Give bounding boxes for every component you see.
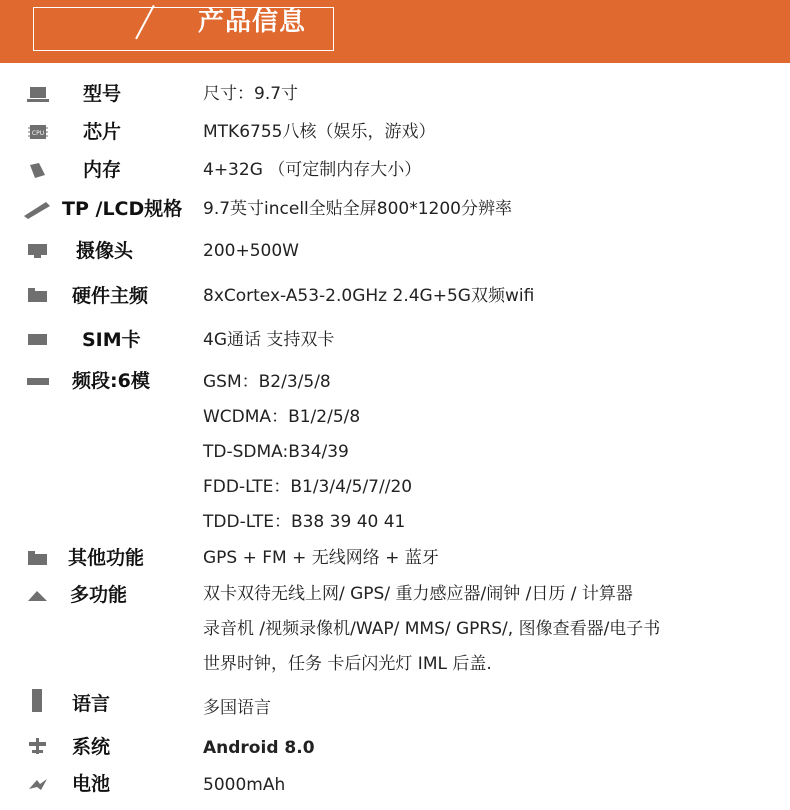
spec-label-memory: 内存 — [83, 159, 122, 181]
spec-value-multifunction-1: 双卡双待无线上网/ GPS/ 重力感应器/闹钟 /日历 / 计算器 — [203, 584, 633, 604]
spec-label-language: 语言 — [72, 693, 111, 715]
camera-icon — [27, 243, 49, 259]
spec-value-language: 多国语言 — [203, 698, 271, 718]
folder-icon — [27, 287, 49, 303]
spec-value-camera: 200+500W — [203, 241, 299, 261]
network-icon — [27, 737, 49, 755]
spec-label-frequency: 硬件主频 — [72, 285, 149, 307]
spec-value-battery: 5000mAh — [203, 775, 286, 795]
spec-value-other: GPS + FM + 无线网络 + 蓝牙 — [203, 548, 439, 568]
spec-value-bands-gsm: GSM：B2/3/5/8 — [203, 372, 331, 392]
spec-value-bands-wcdma: WCDMA：B1/2/5/8 — [203, 407, 361, 427]
spec-value-memory: 4+32G （可定制内存大小） — [203, 160, 422, 180]
spec-value-multifunction-2: 录音机 /视频录像机/WAP/ MMS/ GPRS/, 图像查看器/电子书 — [203, 619, 661, 639]
eject-icon — [27, 588, 49, 604]
page-title: 产品信息 — [198, 7, 307, 37]
phone-icon — [31, 688, 45, 714]
spec-value-multifunction-3: 世界时钟，任务 卡后闪光灯 IML 后盖. — [203, 654, 492, 674]
signal-bar-icon — [26, 377, 50, 387]
spec-value-bands-fddlte: FDD-LTE：B1/3/4/5/7//20 — [203, 477, 413, 497]
spec-label-chip: 芯片 — [83, 121, 122, 143]
spec-label-display: TP /LCD规格 — [62, 198, 183, 220]
header-banner — [0, 0, 790, 63]
spec-value-sim: 4G通话 支持双卡 — [203, 330, 335, 350]
cursor-icon — [27, 775, 49, 793]
memory-card-icon — [29, 162, 47, 180]
spec-value-bands-tddlte: TDD-LTE：B38 39 40 41 — [203, 512, 406, 532]
spec-value-bands-tdsdma: TD-SDMA:B34/39 — [203, 442, 349, 462]
cpu-chip-text: CPU — [31, 130, 45, 137]
spec-value-display: 9.7英寸incell全贴全屏800*1200分辨率 — [203, 199, 512, 219]
folder-icon — [27, 550, 49, 566]
spec-label-camera: 摄像头 — [76, 240, 134, 262]
spec-label-battery: 电池 — [72, 773, 111, 795]
spec-value-chip: MTK6755八核（娱乐，游戏） — [203, 122, 436, 142]
laptop-icon — [27, 86, 51, 104]
spec-value-frequency: 8xCortex-A53-2.0GHz 2.4G+5G双频wifi — [203, 286, 535, 306]
cpu-chip-icon — [27, 123, 49, 141]
pencil-icon — [22, 198, 52, 220]
spec-value-system: Android 8.0 — [203, 738, 315, 758]
spec-label-system: 系统 — [72, 736, 111, 758]
spec-value-model: 尺寸：9.7寸 — [203, 84, 299, 104]
spec-label-other: 其他功能 — [68, 547, 145, 569]
spec-label-bands: 频段:6模 — [72, 370, 150, 392]
spec-label-multifunction: 多功能 — [70, 584, 128, 606]
spec-label-model: 型号 — [83, 83, 122, 105]
sim-card-icon — [27, 333, 49, 347]
spec-label-sim: SIM卡 — [82, 329, 141, 351]
